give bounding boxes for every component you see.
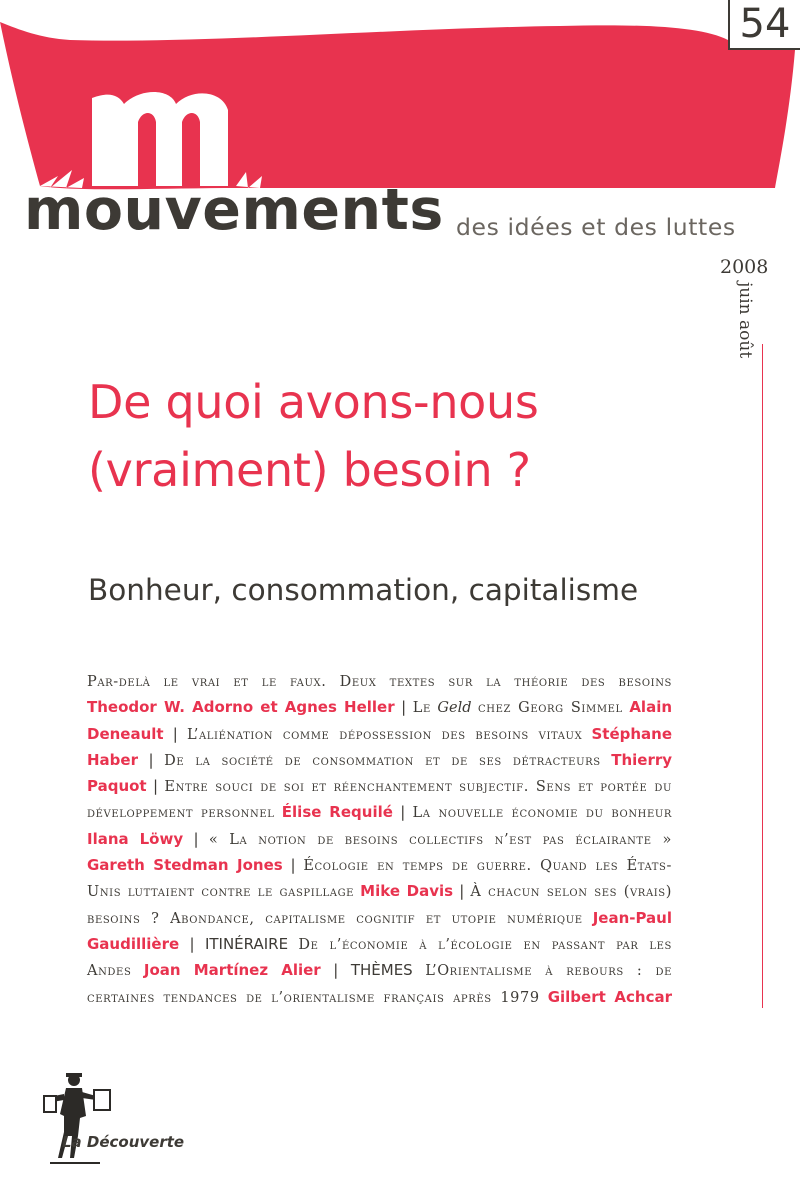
toc-author: Joan Martínez Alier (143, 961, 321, 980)
toc-author: Élise Requilé (281, 803, 393, 822)
issue-year: 2008 (720, 256, 769, 278)
toc-author: Theodor W. Adorno et Agnes Heller (87, 698, 395, 717)
masthead-tagline: des idées et des luttes (456, 213, 736, 241)
toc-line: Deneault | L’aliénation comme dépossession des besoins vitaux Stéphane (87, 724, 673, 743)
toc-author: Gilbert Achcar (547, 987, 672, 1006)
vertical-rule (762, 344, 763, 1008)
headline-line-1: De quoi avons-nous (88, 375, 539, 429)
table-of-contents (87, 670, 672, 1011)
headline-line-2: (vraiment) besoin ? (88, 443, 531, 497)
toc-author: Stéphane (591, 724, 673, 743)
toc-line: certaines tendances de l’orientalisme français après 1979 Gilbert Achcar (87, 987, 672, 1006)
toc-line: Theodor W. Adorno et Agnes Heller | Le Geld chez Georg Simmel Alain (87, 698, 673, 717)
toc-author: Gareth Stedman Jones (87, 856, 283, 875)
publisher-name: La Découverte (62, 1133, 185, 1151)
logo-letter-m (92, 92, 228, 186)
toc-line: développement personnel Élise Requilé | La nouvelle économie du bonheur (87, 803, 673, 822)
toc-author: Alain (629, 698, 673, 717)
toc-author: Thierry (611, 750, 673, 769)
toc-line: Ilana Löwy | « La notion de besoins collectifs n’est pas éclairante » (87, 829, 673, 848)
toc-author: Mike Davis (360, 882, 454, 901)
cover-headline (88, 368, 539, 504)
month-start: juin (735, 282, 755, 315)
toc-rubric: THÈMES (350, 961, 413, 980)
toc-rubric: ITINÉRAIRE (204, 934, 289, 953)
publisher-logo-icon (40, 1066, 120, 1166)
cover-subtitle: Bonheur, consommation, capitalisme (88, 573, 639, 607)
toc-line: Andes Joan Martínez Alier | THÈMES L’Orientalisme à rebours : de (87, 961, 673, 980)
toc-author: Ilana Löwy (87, 829, 184, 848)
toc-author: Paquot (87, 777, 147, 796)
month-end: août (735, 320, 755, 359)
toc-line: Unis luttaient contre le gaspillage Mike Davis | À chacun selon ses (vrais) (87, 882, 673, 901)
toc-line: besoins ? Abondance, capitalisme cognitif et utopie numérique Jean-Paul (87, 908, 673, 927)
toc-author: Gaudillière (87, 934, 180, 953)
issue-months (733, 282, 757, 358)
toc-author: Deneault (87, 724, 164, 743)
issue-number: 54 (728, 0, 800, 50)
toc-line: Gareth Stedman Jones | Écologie en temps de guerre. Quand les États- (87, 856, 672, 875)
toc-line: Paquot | Entre souci de soi et réenchantement subjectif. Sens et portée du (87, 777, 673, 796)
masthead-title: mouvements (24, 177, 444, 243)
toc-author: Jean-Paul (592, 908, 673, 927)
toc-line: Par-delà le vrai et le faux. Deux textes sur la théorie des besoins (87, 674, 672, 690)
toc-line: Gaudillière | ITINÉRAIRE De l’économie à l’écologie en passant par les (87, 934, 672, 953)
banner-graphic (0, 0, 800, 200)
toc-author: Haber (87, 750, 138, 769)
toc-line: Haber | De la société de consommation et de ses détracteurs Thierry (87, 750, 673, 769)
